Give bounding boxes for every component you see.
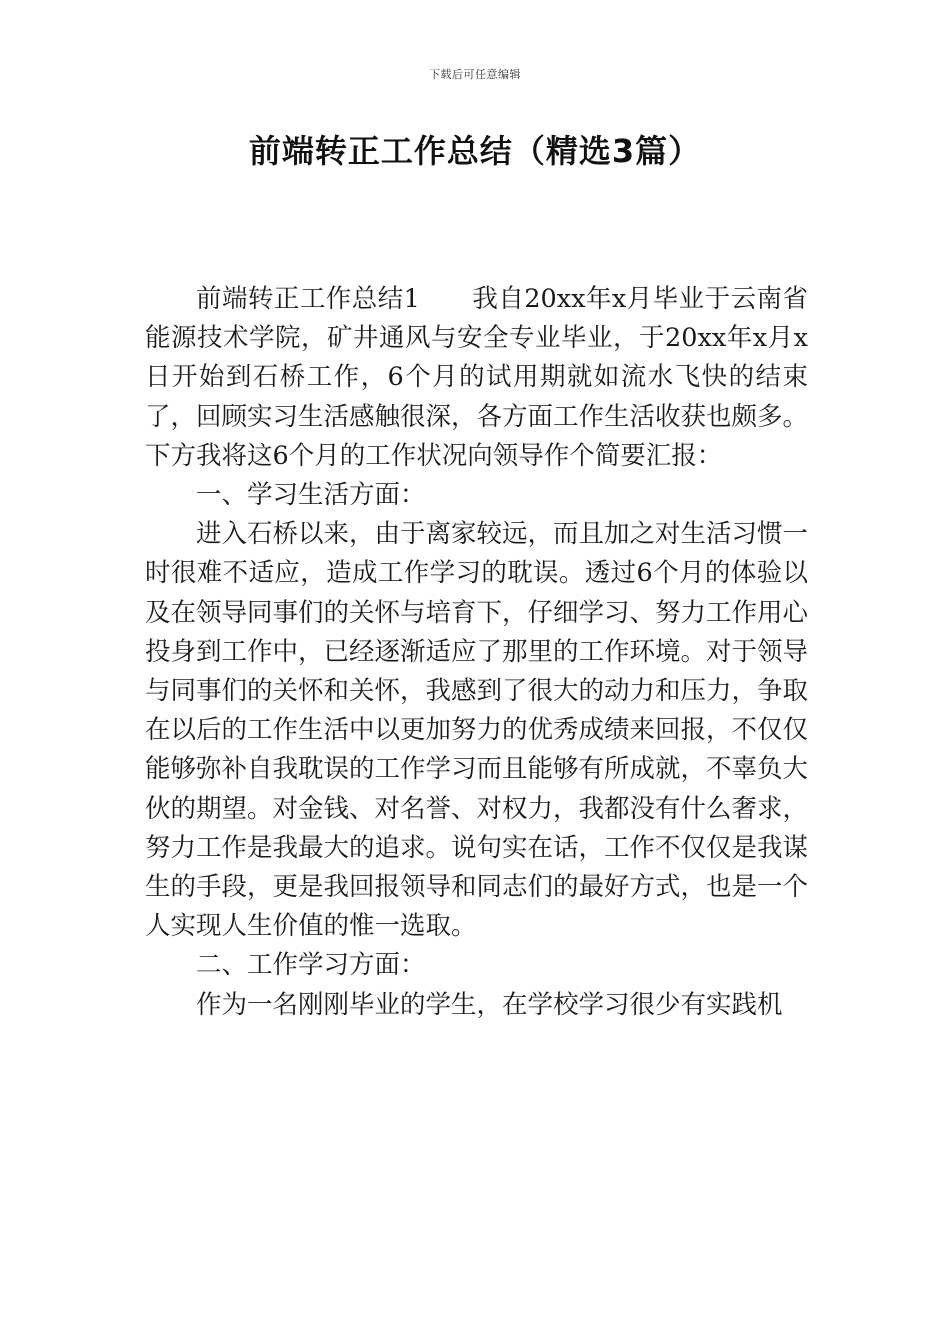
- section-heading-work-study: 二、工作学习方面：: [196, 950, 426, 981]
- document-body: [145, 280, 808, 1025]
- section-heading-study-life: 一、学习生活方面：: [196, 480, 426, 511]
- paragraph-intro-text: 我自20xx年x月毕业于云南省能源技术学院，矿井通风与安全专业毕业，于20xx年x月x日开始到石桥工作，6个月的试用期就如流水飞快的结束了，回顾实习生活感触很深，各方面工作生活收获也颇多。下方我将这6个月的工作状况向领导作个简要汇报：: [145, 284, 809, 471]
- page-title: 前端转正工作总结（精选3篇）: [248, 132, 702, 170]
- paragraph-work-study: 作为一名刚刚毕业的学生，在学校学习很少有实践机: [196, 989, 783, 1020]
- paragraph-intro: [145, 280, 808, 476]
- paragraph-study-life: 进入石桥以来，由于离家较远，而且加之对生活习惯一时很难不适应，造成工作学习的耽误。透过6个月的体验以及在领导同事们的关怀与培育下，仔细学习、努力工作用心投身到工作中，已经逐渐适应了那里的工作环境。对于领导与同事们的关怀和关怀，我感到了很大的动力和压力，争取在以后的工作生活中以更加努力的优秀成绩来回报，不仅仅能够弥补自我耽误的工作学习而且能够有所成就，不辜负大伙的期望。对金钱、对名誉、对权力，我都没有什么奢求，努力工作是我最大的追求。说句实在话，工作不仅仅是我谋生的手段，更是我回报领导和同志们的最好方式，也是一个人实现人生价值的惟一选取。: [145, 519, 809, 942]
- header-note: 下载后可任意编辑: [429, 68, 521, 81]
- section-label: 前端转正工作总结1: [196, 284, 420, 314]
